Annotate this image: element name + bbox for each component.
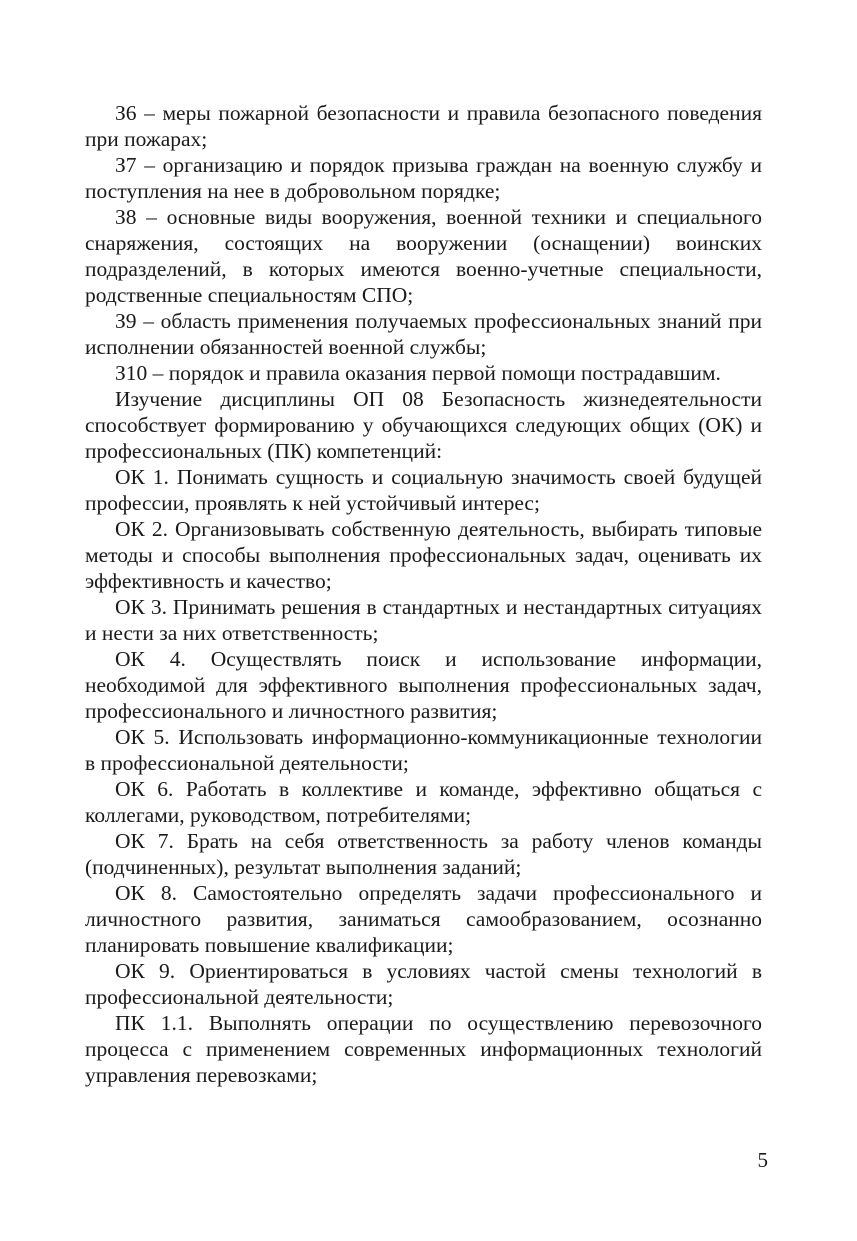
- body-text: [85, 100, 762, 1088]
- paragraph-z10: З10 – порядок и правила оказания первой помощи пострадавшим.: [115, 361, 721, 385]
- paragraph-ok1: ОК 1. Понимать сущность и социальную значимость своей будущей профессии, проявлять к ней устойчивый интерес;: [85, 465, 762, 515]
- paragraph-pk11: ПК 1.1. Выполнять операции по осуществлению перевозочного процесса с применением современных информационных технологий управления перевозками;: [85, 1011, 762, 1087]
- paragraph-z6: З6 – меры пожарной безопасности и правила безопасного поведения при пожарах;: [85, 101, 762, 151]
- paragraph-ok3: ОК 3. Принимать решения в стандартных и нестандартных ситуациях и нести за них ответственность;: [85, 595, 762, 645]
- paragraph-intro: Изучение дисциплины ОП 08 Безопасность жизнедеятельности способствует формированию у обучающихся следующих общих (ОК) и профессиональных (ПК) компетенций:: [85, 387, 762, 463]
- paragraph-z7: З7 – организацию и порядок призыва граждан на военную службу и поступления на нее в добровольном порядке;: [85, 153, 762, 203]
- paragraph-ok4: ОК 4. Осуществлять поиск и использование информации, необходимой для эффективного выполнения профессиональных задач, профессионального и личностного развития;: [85, 647, 762, 723]
- paragraph-ok5: ОК 5. Использовать информационно-коммуникационные технологии в профессиональной деятельности;: [85, 725, 762, 775]
- paragraph-ok8: ОК 8. Самостоятельно определять задачи профессионального и личностного развития, заниматься самообразованием, осознанно планировать повышение квалификации;: [85, 881, 762, 957]
- paragraph-z9: З9 – область применения получаемых профессиональных знаний при исполнении обязанностей военной службы;: [85, 309, 762, 359]
- paragraph-z8: З8 – основные виды вооружения, военной техники и специального снаряжения, состоящих на вооружении (оснащении) воинских подразделений, в которых имеются военно-учетные специальности, родственные специальностям СПО;: [85, 205, 762, 307]
- paragraph-ok6: ОК 6. Работать в коллективе и команде, эффективно общаться с коллегами, руководством, потребителями;: [85, 777, 762, 827]
- paragraph-ok9: ОК 9. Ориентироваться в условиях частой смены технологий в профессиональной деятельности;: [85, 959, 762, 1009]
- paragraph-ok7: ОК 7. Брать на себя ответственность за работу членов команды (подчиненных), результат выполнения заданий;: [85, 829, 762, 879]
- paragraph-ok2: ОК 2. Организовывать собственную деятельность, выбирать типовые методы и способы выполнения профессиональных задач, оценивать их эффективность и качество;: [85, 517, 762, 593]
- page-number: 5: [757, 1148, 768, 1172]
